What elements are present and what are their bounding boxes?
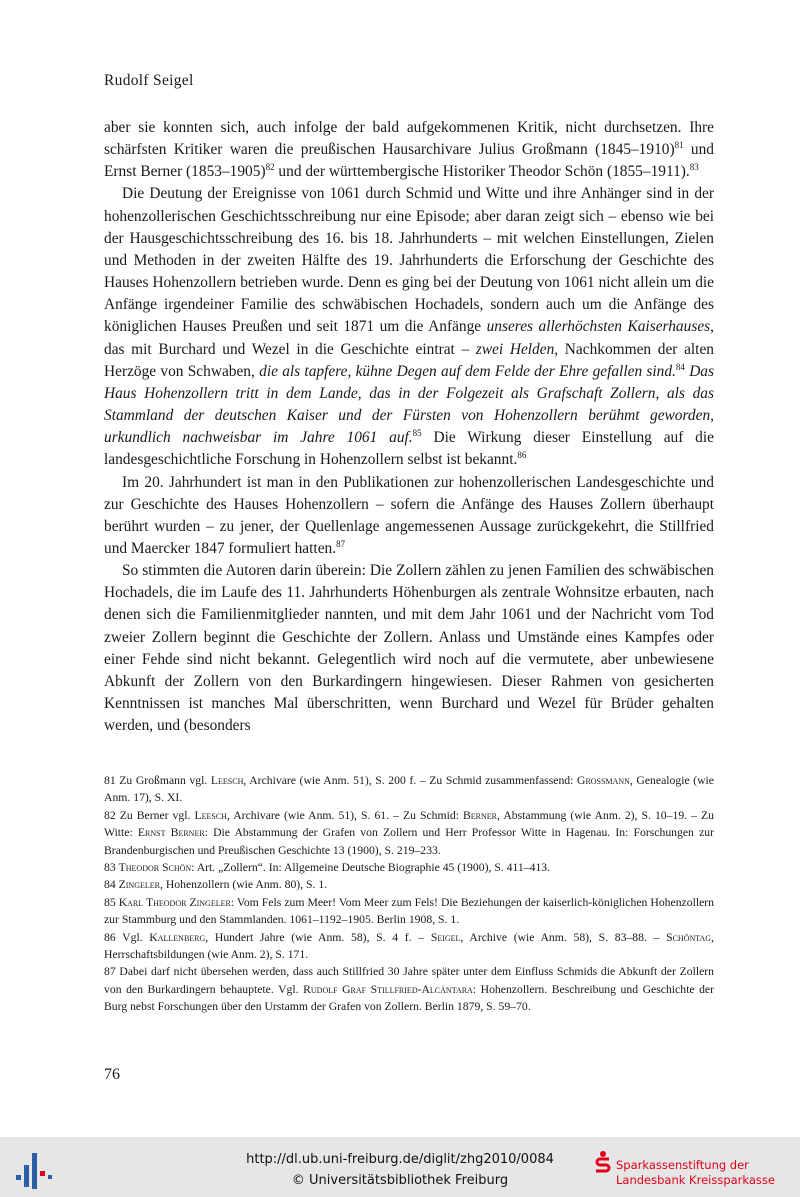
sponsor-text	[616, 1158, 775, 1188]
footer-copyright: © Universitätsbibliothek Freiburg	[291, 1173, 509, 1188]
author-name: Theodor Schön	[118, 861, 192, 875]
text-run: : Vom Fels zum Meer! Vom Meer zum Fels! Die Beziehungen der kaiserlich-königlichen Hohenzollern zur Stammburg und den Stammlanden. 1061–1192–1905. Berlin 1908, S. 1.	[104, 895, 715, 927]
text-run: 87 Dabei darf nicht übersehen werden, dass auch Stillfried 30 Jahre später unter dem Einfluss Schmids die Abkunft der Zollern von den Burkardingern behauptete. Vgl.	[104, 965, 714, 996]
sponsor-line-2: Landesbank Kreissparkasse	[616, 1173, 775, 1187]
paragraph	[104, 472, 714, 561]
footnote	[104, 807, 714, 859]
footnote	[104, 876, 714, 893]
text-run: Die Wirkung dieser Einstellung auf die landesgeschichtliche Forschung in Hohenzollern selbst ist bekannt.	[104, 429, 714, 469]
text-run: , Herrschaftsbildungen (wie Anm. 2), S. 171.	[104, 930, 714, 962]
italic-quote: zwei Helden	[475, 340, 555, 358]
footnote-ref: 84	[675, 361, 685, 372]
author-name: Ernst Berner	[137, 826, 205, 840]
text-run: , Hundert Jahre (wie Anm. 58), S. 4 f. –	[205, 930, 431, 944]
text-run: aber sie konnten sich, auch infolge der bald aufgekommenen Kritik, nicht durchsetzen. Ihre schärfsten Kritiker waren die preußischen Hausarchivare Julius Großmann (1845–1910)	[104, 119, 714, 159]
text-run: : Hohenzollern. Beschreibung und Geschichte der Burg nebst Forschungen über den Urstamm der Grafen von Zollern. Berlin 1879, S. 59–70.	[104, 982, 714, 1014]
text-run: 84	[104, 878, 119, 892]
sponsor-line-1: Sparkassenstiftung der	[616, 1158, 749, 1172]
text-run: : Art. „Zollern“. In: Allgemeine Deutsche Biographie 45 (1900), S. 411–413.	[191, 861, 551, 875]
footnote	[104, 772, 714, 807]
text-run: , Archive (wie Anm. 58), S. 83–88. –	[460, 930, 667, 944]
text-run: und der württembergische Historiker Theodor Schön (1855–1911).	[274, 163, 690, 181]
text-run: 85	[104, 895, 119, 909]
paragraph	[104, 560, 714, 737]
text-run: 86 Vgl.	[104, 930, 150, 944]
italic-quote: Das Haus Hohenzollern tritt in dem Lande, das in der Folgezeit als Grafschaft Zollern, als das Stammland der deutschen Kaiser und der Fürsten von Hohenzollern berühmt geworden, urkundlich nachweisbar im Jahre 1061 auf.	[104, 362, 714, 447]
footnote-ref: 82	[265, 162, 275, 173]
text-run: , Nachkommen der alten Herzöge von Schwaben,	[104, 340, 714, 380]
viewer-footer	[0, 1137, 800, 1197]
text-run: , Archivare (wie Anm. 51), S. 200 f. – Zu Schmid zusammenfassend:	[243, 774, 577, 787]
text-run: Im 20. Jahrhundert ist man in den Publikationen zur hohenzollerischen Landesgeschichte und zur Geschichte des Hauses Hohenzollern – sofern die Anfänge des Hauses Zollern überhaupt berührt wurden – zu jener, der Quellenlage angemessenen Aussage zurückgekehrt, die Stillfried und Maercker 1847 formuliert hatten.	[104, 473, 714, 557]
text-run: und Ernst Berner (1853–1905)	[104, 141, 715, 181]
text-run: 83	[104, 861, 119, 875]
text-run: 81 Zu Großmann vgl.	[104, 774, 211, 787]
author-name: Zingeler	[118, 878, 160, 892]
text-run: , das mit Burchard und Wezel in die Geschichte eintrat –	[104, 318, 714, 358]
author-name: Karl Theodor Zingeler	[118, 895, 231, 909]
text-run: Die Deutung der Ereignisse von 1061 durch Schmid und Witte und ihre Anhänger sind in der hohenzollerischen Geschichtsschreibung nur eine Episode; aber daran zeigt sich – ebenso wie bei der Hausgeschichtsschreibung des 16. bis 18. Jahrhunderts – mit welchen Einstellungen, Zielen und Methoden in der zweiten Hälfte des 19. Jahrhunderts die Erforschung der Geschichte des Hauses Hohenzollern betrieben wurde. Denn es ging bei der Deutung von 1061 nicht allein um die Anfänge irgendeiner Familie des schwäbischen Hochadels, sondern auch um die Anfänge des königlichen Hauses Preußen und seit 1871 um die Anfänge	[104, 185, 714, 336]
footnote-ref: 86	[517, 450, 527, 461]
author-name: Kallenberg	[149, 930, 206, 944]
text-run: , Archivare (wie Anm. 51), S. 61. – Zu Schmid:	[226, 808, 463, 822]
footnote-ref: 87	[336, 538, 346, 549]
footnotes	[104, 772, 714, 1016]
sparkasse-logo-icon	[594, 1150, 612, 1176]
author-name: Großmann	[577, 774, 630, 787]
text-run: So stimmten die Autoren darin überein: Die Zollern zählen zu jenen Familien des schwäbischen Hochadels, die im Laufe des 11. Jahrhunderts Höhenburgen als zentrale Wohnsitze erbauten, nach denen sich die Familienmitglieder nannten, und mit dem Jahr 1061 und der Nachricht vom Tod zweier Zollern beginnt die Geschichte der Zollern. Anlass und Umstände eines Kampfes oder einer Fehde sind nicht bekannt. Gelegentlich wird noch auf die vermutete, aber unbewiesene Abkunft der Zollern von den Burkardingern hingewiesen. Dieser Rahmen von gesicherten Kenntnissen ist manches Mal überschritten, wenn Burchard und Wezel für Brüder gehalten werden, und (besonders	[104, 562, 714, 735]
text-run: 82 Zu Berner vgl.	[104, 808, 195, 822]
page-number: 76	[104, 1066, 120, 1083]
paragraph	[104, 183, 714, 471]
author-name: Leesch	[210, 774, 244, 787]
footnote	[104, 929, 714, 964]
italic-quote: unseres allerhöchsten Kaiserhauses	[486, 318, 711, 336]
footnote-ref: 81	[674, 140, 684, 151]
footer-url-link[interactable]: http://dl.ub.uni-freiburg.de/diglit/zhg2010/0084	[246, 1152, 554, 1167]
footnote	[104, 963, 714, 1015]
body-text	[104, 117, 714, 737]
text-run: , Hohenzollern (wie Anm. 80), S. 1.	[159, 878, 328, 892]
author-name: Berner	[462, 808, 498, 822]
author-name: Seigel	[430, 930, 461, 944]
footnote	[104, 894, 714, 929]
footnote	[104, 859, 714, 876]
author-name: Schöntag	[666, 930, 712, 944]
text-run: , Abstammung (wie Anm. 2), S. 10–19. – Zu Witte:	[104, 808, 714, 840]
running-head: Rudolf Seigel	[104, 72, 194, 89]
text-run: , Genealogie (wie Anm. 17), S. XI.	[104, 774, 714, 805]
text-run: : Die Abstammung der Grafen von Zollern und Herr Professor Witte in Hagenau. In: Forschungen zur Brandenburgischen und Preußischen Geschichte 13 (1900), S. 219–233.	[104, 826, 714, 857]
author-name: Rudolf Graf Stillfried-Alcántara	[303, 982, 473, 996]
paragraph	[104, 117, 714, 183]
italic-quote: die als tapfere, kühne Degen auf dem Felde der Ehre gefallen sind.	[259, 362, 676, 380]
footnote-ref: 85	[412, 428, 422, 439]
footnote-ref: 83	[689, 162, 699, 173]
author-name: Leesch	[194, 808, 227, 822]
sponsor-logo[interactable]	[594, 1150, 794, 1190]
